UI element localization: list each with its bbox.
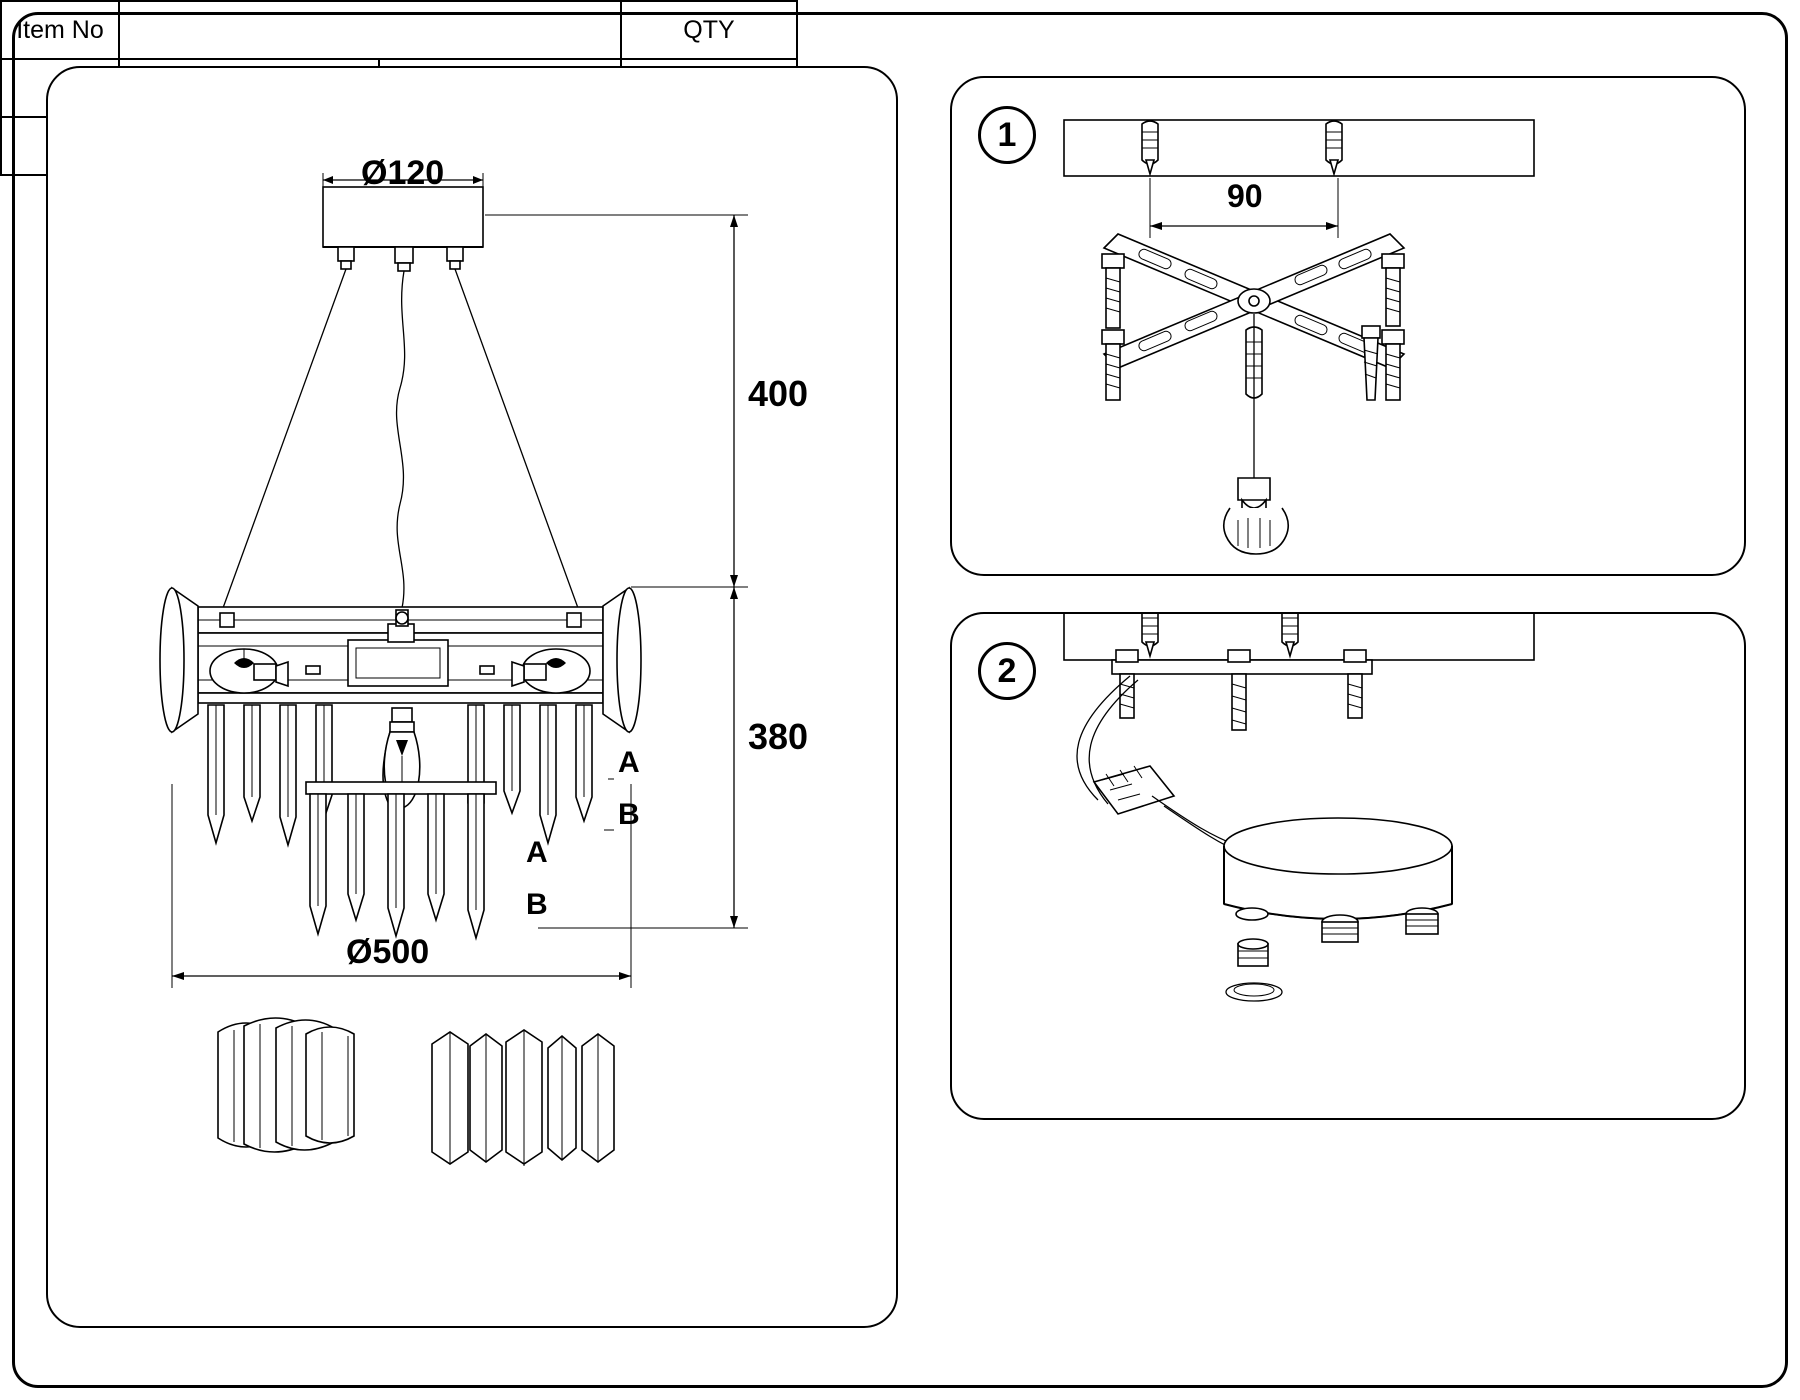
hand-holding-connector — [1224, 478, 1289, 554]
dim-label-body-height: 380 — [748, 716, 809, 757]
step-2-panel — [950, 612, 1746, 1120]
step-1-drawing — [952, 78, 1748, 578]
crystal-label-a-upper: A — [618, 746, 640, 779]
terminal-block — [1094, 766, 1174, 814]
step-2-badge: 2 — [978, 642, 1036, 700]
suspension-wire-right — [455, 269, 578, 608]
crystal-sample-cluster — [218, 1018, 354, 1152]
end-cap-right — [603, 588, 641, 732]
dim-label-drop-height: 400 — [748, 373, 809, 414]
canopy-body — [323, 187, 483, 247]
crystal-label-a-lower: A — [526, 836, 548, 869]
suspension-wire-left — [223, 269, 346, 608]
step-1-badge: 1 — [978, 106, 1036, 164]
power-cable — [397, 271, 405, 608]
canopy-outlets — [338, 247, 463, 271]
dim-label-canopy-diameter: Ø120 — [361, 154, 445, 192]
ceiling-slab — [1064, 120, 1534, 176]
screw-part — [1362, 326, 1380, 400]
driver-box — [348, 640, 448, 686]
crystal-label-b-lower: B — [526, 888, 548, 921]
dim-label-fixture-diameter: Ø500 — [346, 933, 430, 971]
step-2-drawing — [952, 614, 1748, 1122]
crystal-label-b-upper: B — [618, 798, 640, 831]
loose-nut-part — [1238, 939, 1268, 966]
fixture-drawing — [48, 68, 900, 1330]
header-item-no: Item No — [1, 1, 119, 59]
dim-drop-height — [485, 215, 748, 587]
dim-label-bracket-spacing: 90 — [1227, 178, 1263, 214]
loose-washer-part — [1226, 983, 1282, 1001]
fixture-wire-1 — [1152, 796, 1238, 846]
crystal-rods-lower — [306, 782, 496, 938]
main-drawing-panel — [46, 66, 898, 1328]
step-1-panel — [950, 76, 1746, 576]
crystal-sample-rods — [432, 1030, 614, 1166]
header-qty: QTY — [621, 1, 797, 59]
canopy-cylinder — [1224, 818, 1452, 919]
crystal-label-leaders — [604, 779, 614, 830]
end-cap-left — [160, 588, 198, 732]
